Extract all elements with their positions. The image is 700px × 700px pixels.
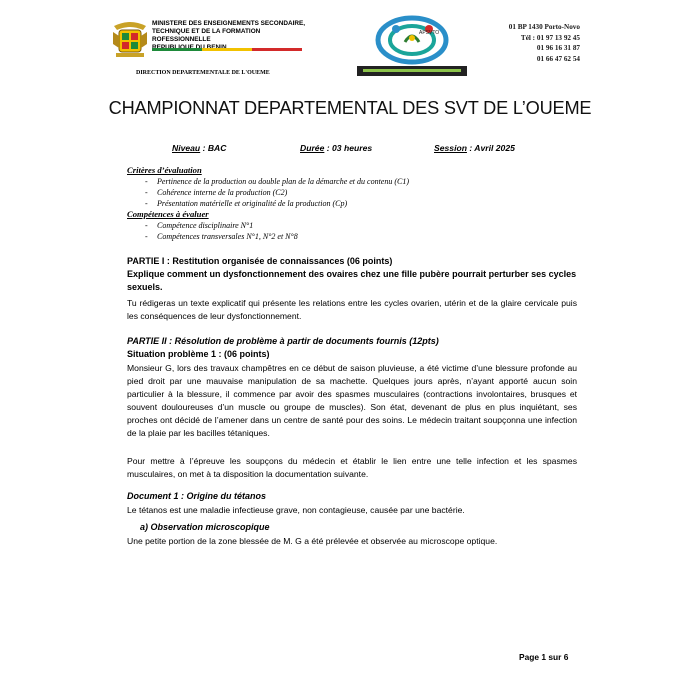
logo-acronym: APSVTO (419, 30, 440, 36)
list-item: - Présentation matérielle et originalité de la production (Cp) (145, 198, 575, 209)
criteria-heading: Critères d’évaluation (127, 165, 202, 175)
part2-heading: PARTIE II : Résolution de problème à partir de documents fournis (12pts) (127, 336, 439, 346)
phone-line-2: 01 96 16 31 87 (536, 44, 580, 52)
coat-of-arms-icon (110, 18, 150, 60)
situation-paragraph-1: Monsieur G, lors des travaux champêtres en ce début de saison pluvieuse, a été victime d’une blessure profonde au pied droit par une mauvaise manipulation de sa machette. Quelques jours après, n’ayant apporté aucun soin particulier à la blessure, il commence par avoir des spasmes musculaires (contractions involontaires, brusques et souvent douloureuses d’un muscle ou groupe de muscles). Son état, devenant de plus en plus inquiétant, ses proches ont décidé de l’amener dans un centre de santé pour des soins. Le médecin traitant soupçonna une infection de la plaie par les bacilles tétaniques. (127, 363, 577, 438)
situation-heading: Situation problème 1 : (06 points) (127, 349, 270, 359)
phone-line-1: Tél : 01 97 13 92 45 (520, 33, 580, 42)
competences-heading: Compétences à évaluer (127, 209, 209, 219)
part1-heading: PARTIE I : Restitution organisée de connaissances (06 points) (127, 256, 393, 266)
phone-line-3: 01 66 47 62 54 (536, 54, 580, 63)
list-item: - Compétence disciplinaire N°1 (145, 220, 575, 231)
meta-session: Session : Avril 2025 (434, 143, 515, 153)
meta-niveau: Niveau : BAC (172, 143, 227, 153)
contact-info (488, 22, 580, 64)
observation-text: Une petite portion de la zone blessée de M. G a été prélevée et observée au microscope optique. (127, 536, 498, 546)
situation-paragraph-2: Pour mettre à l’épreuve les soupçons du médecin et établir le lien entre une telle infection et les spasmes musculaires, on met à ta disposition la documentation suivante. (127, 456, 577, 479)
criteria-list (145, 176, 575, 209)
direction-label: DIRECTION DEPARTEMENTALE DE L'OUEME (136, 70, 270, 76)
list-item: - Compétences transversales N°1, N°2 et N°8 (145, 231, 575, 242)
part1-instruction: Tu rédigeras un texte explicatif qui présente les relations entre les cycles ovarien, utérin et de la glaire cervicale puis les conséquences de leur dysfonctionnement. (127, 298, 577, 321)
document1-text: Le tétanos est une maladie infectieuse grave, non contagieuse, causée par une bactérie. (127, 505, 465, 515)
list-item: - Pertinence de la production ou double plan de la démarche et du contenu (C1) (145, 176, 575, 187)
association-logo-icon (353, 12, 471, 78)
postal-address: 01 BP 1430 Porto-Novo (508, 23, 580, 31)
competences-list (145, 220, 575, 242)
observation-heading: a) Observation microscopique (140, 522, 270, 532)
list-item: - Cohérence interne de la production (C2) (145, 187, 575, 198)
meta-duree: Durée : 03 heures (300, 143, 373, 153)
document1-heading: Document 1 : Origine du tétanos (127, 491, 267, 501)
document-title: CHAMPIONNAT DEPARTEMENTAL DES SVT DE L’OUEME (108, 98, 592, 118)
ministry-line-1: MINISTERE DES ENSEIGNEMENTS SECONDAIRE, (152, 20, 306, 27)
flag-color-bar (152, 48, 302, 51)
part1-question: Explique comment un dysfonctionnement des ovaires chez une fille pubère pourrait perturber ses cycles sexuels. (127, 269, 577, 292)
evaluation-criteria-section (127, 165, 575, 242)
ministry-line-2: TECHNIQUE ET DE LA FORMATION ROFESSIONNELLE (152, 28, 261, 43)
page-number: Page 1 sur 6 (519, 652, 569, 662)
